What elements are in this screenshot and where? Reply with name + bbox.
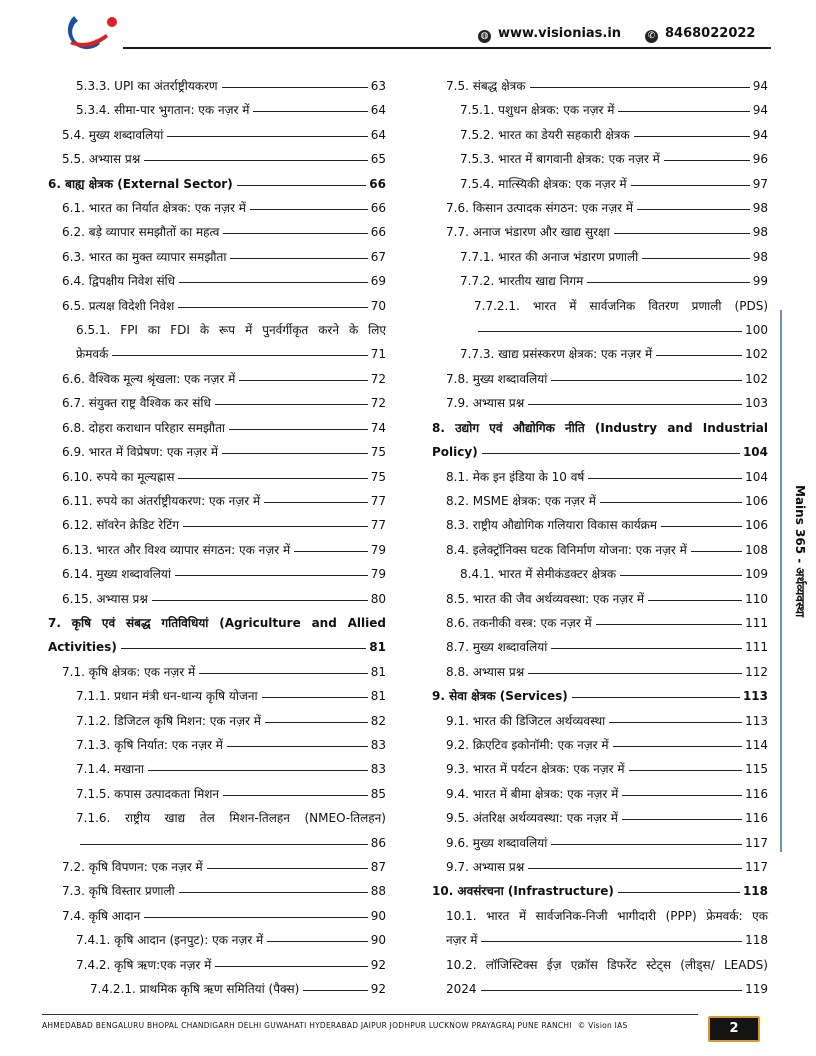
toc-entry-title: 7.5.3. भारत में बागवानी क्षेत्रक: एक नज़र में: [460, 152, 660, 167]
toc-entry-title: 7.1.6. राष्ट्रीय खाद्य तेल मिशन-तिलहन (NMEO-तिलहन): [76, 811, 386, 826]
leader-line: [303, 990, 367, 991]
toc-page-number: 88: [370, 884, 386, 899]
toc-entry-title: 5.5. अभ्यास प्रश्न: [62, 152, 141, 167]
toc-entry[interactable]: [432, 562, 768, 586]
toc-entry-title: 7. कृषि एवं संबद्ध गतिविधियां (Agriculture and Allied: [48, 615, 386, 630]
toc-entry[interactable]: [48, 709, 386, 733]
toc-page-number: 116: [745, 786, 768, 801]
toc-entry-title: 6.5.1. FPI का FDI के रूप में पुनर्वर्गीकृत करने के लिए: [76, 323, 386, 338]
toc-entry-title: 8.3. राष्ट्रीय औद्योगिक गलियारा विकास कार्यक्रम: [446, 518, 658, 533]
toc-entry[interactable]: [432, 806, 768, 830]
toc-entry-title: 6.15. अभ्यास प्रश्न: [62, 591, 148, 606]
toc-entry[interactable]: [48, 147, 386, 171]
toc-page-number: 64: [370, 127, 386, 142]
toc-entry-title: 5.3.4. सीमा-पार भुगतान: एक नज़र में: [76, 103, 250, 118]
leader-line: [179, 892, 368, 893]
toc-entry-title: 6.14. मुख्य शब्दावलियां: [62, 567, 171, 582]
toc-entry-title: 10. अवसंरचना (Infrastructure): [432, 884, 614, 899]
toc-entry-title: 7.4.2.1. प्राथमिक कृषि ऋण समितियां (पैक्स): [90, 982, 300, 997]
leader-line: [478, 331, 742, 332]
website-label[interactable]: [478, 26, 621, 43]
leader-line: [528, 868, 742, 869]
toc-entry[interactable]: [48, 855, 386, 879]
toc-left-column: [48, 74, 386, 1001]
toc-page-number: 100: [745, 323, 768, 338]
toc-entry-title: 6.8. दोहरा कराधान परिहार समझौता: [62, 420, 226, 435]
leader-line: [631, 185, 750, 186]
leader-line: [664, 160, 750, 161]
toc-entry-title: 7.1.2. डिजिटल कृषि मिशन: एक नज़र में: [76, 713, 261, 728]
toc-entry[interactable]: [48, 489, 386, 513]
leader-line: [167, 136, 367, 137]
toc-entry[interactable]: [48, 562, 386, 586]
toc-entry[interactable]: [48, 318, 386, 367]
toc-page-number: 106: [745, 493, 768, 508]
leader-line: [481, 990, 743, 991]
toc-entry-title-cont: फ्रेमवर्क: [76, 347, 109, 362]
toc-entry-title-cont: Activities): [48, 640, 117, 655]
leader-line: [215, 966, 367, 967]
toc-entry-title: 7.3. कृषि विस्तार प्रणाली: [62, 884, 175, 899]
toc-page-number: 111: [745, 640, 768, 655]
toc-entry[interactable]: [48, 391, 386, 415]
leader-line: [614, 233, 750, 234]
toc-entry-title: 7.1.5. कपास उत्पादकता मिशन: [76, 786, 220, 801]
toc-entry-title-cont: नज़र में: [446, 933, 478, 948]
leader-line: [551, 844, 742, 845]
toc-entry[interactable]: [48, 74, 386, 98]
toc-entry[interactable]: [432, 465, 768, 489]
leader-line: [609, 722, 742, 723]
leader-line: [215, 404, 368, 405]
toc-entry[interactable]: [48, 416, 386, 440]
toc-entry[interactable]: [432, 123, 768, 147]
toc-entry[interactable]: [432, 416, 768, 465]
toc-entry-title: 8.8. अभ्यास प्रश्न: [446, 664, 525, 679]
leader-line: [222, 453, 368, 454]
leader-line: [179, 282, 368, 283]
toc-page-number: 81: [369, 640, 386, 655]
toc-entry-title: 6.4. द्विपक्षीय निवेश संधि: [62, 274, 176, 289]
globe-icon: ◍: [478, 30, 491, 43]
website-text: www.visionias.in: [498, 26, 622, 41]
toc-page-number: 115: [745, 762, 768, 777]
leader-line: [207, 868, 368, 869]
leader-line: [572, 697, 740, 698]
toc-entry-title: 7.7.3. खाद्य प्रसंस्करण क्षेत्रक: एक नज़र में: [460, 347, 653, 362]
toc-entry-title-cont: 2024: [446, 982, 477, 997]
leader-line: [294, 551, 368, 552]
toc-entry-title: 5.4. मुख्य शब्दावलियां: [62, 127, 164, 142]
toc-entry-title: 8.6. तकनीकी वस्त्र: एक नज़र में: [446, 615, 592, 630]
toc-entry-title: 8. उद्योग एवं औद्योगिक नीति (Industry and Industrial: [432, 420, 768, 435]
toc-page-number: 94: [752, 127, 768, 142]
toc-entry-title: 7.5.1. पशुधन क्षेत्रक: एक नज़र में: [460, 103, 615, 118]
toc-entry-title: 9.5. अंतरिक्ष अर्थव्यवस्था: एक नज़र में: [446, 811, 618, 826]
toc-page-number: 75: [370, 469, 386, 484]
leader-line: [223, 795, 368, 796]
phone-label[interactable]: [645, 26, 755, 43]
toc-entry[interactable]: [432, 635, 768, 659]
toc-entry[interactable]: [432, 660, 768, 684]
toc-entry-title: 6.10. रुपये का मूल्यह्रास: [62, 469, 175, 484]
toc-entry[interactable]: [432, 782, 768, 806]
toc-page-number: 113: [742, 689, 768, 704]
leader-line: [642, 258, 749, 259]
toc-page-number: 96: [752, 152, 768, 167]
toc-entry[interactable]: [432, 904, 768, 953]
toc-entry[interactable]: [48, 977, 386, 1001]
leader-line: [230, 258, 367, 259]
leader-line: [152, 600, 368, 601]
leader-line: [587, 282, 749, 283]
leader-line: [596, 624, 742, 625]
toc-page-number: 118: [745, 933, 768, 948]
leader-line: [229, 429, 368, 430]
toc-page-number: 66: [370, 201, 386, 216]
toc-page-number: 79: [370, 542, 386, 557]
toc-entry-title: 6.9. भारत में विप्रेषण: एक नज़र में: [62, 445, 219, 460]
vision-ias-logo: [60, 10, 120, 52]
toc-entry[interactable]: [432, 196, 768, 220]
toc-page-number: 97: [752, 176, 768, 191]
toc-page-number: 63: [370, 79, 386, 93]
toc-entry[interactable]: [432, 489, 768, 513]
leader-line: [656, 355, 742, 356]
toc-page-number: 109: [745, 567, 768, 582]
toc-entry-title: 6.1. भारत का निर्यात क्षेत्रक: एक नज़र में: [62, 201, 246, 216]
toc-page-number: 87: [370, 860, 386, 874]
toc-entry[interactable]: [432, 147, 768, 171]
toc-entry-title: 9.1. भारत की डिजिटल अर्थव्यवस्था: [446, 713, 606, 728]
toc-entry-title: 6.7. संयुक्त राष्ट्र वैश्विक कर संधि: [62, 396, 211, 411]
toc-page-number: 113: [745, 713, 768, 728]
toc-page-number: 90: [370, 908, 386, 923]
footer-rule: [42, 1014, 698, 1015]
toc-entry[interactable]: [432, 294, 768, 343]
toc-page-number: 65: [370, 152, 386, 167]
toc-entry-title: 9. सेवा क्षेत्रक (Services): [432, 689, 568, 704]
toc-page-number: 108: [745, 542, 768, 557]
leader-line: [264, 502, 368, 503]
toc-right-column: [432, 74, 768, 1001]
toc-page-number: 94: [752, 79, 768, 93]
toc-entry[interactable]: [432, 611, 768, 635]
toc-entry[interactable]: [432, 953, 768, 1002]
toc-entry-title: 7.5.2. भारत का डेयरी सहकारी क्षेत्रक: [460, 127, 630, 142]
phone-text: 8468022022: [665, 26, 756, 41]
toc-entry[interactable]: [48, 245, 386, 269]
leader-line: [551, 380, 742, 381]
toc-entry-title: 6.5. प्रत्यक्ष विदेशी निवेश: [62, 298, 175, 313]
toc-page-number: 79: [370, 567, 386, 582]
leader-line: [618, 892, 740, 893]
leader-line: [265, 722, 368, 723]
toc-entry-title: 7.1.1. प्रधान मंत्री धन-धान्य कृषि योजना: [76, 689, 258, 704]
leader-line: [199, 673, 368, 674]
toc-entry-title: 8.1. मेक इन इंडिया के 10 वर्ष: [446, 469, 585, 484]
leader-line: [223, 233, 367, 234]
toc-page-number: 66: [370, 225, 386, 240]
toc-page-number: 112: [745, 664, 768, 679]
toc-page-number: 98: [752, 225, 768, 240]
toc-entry[interactable]: [48, 660, 386, 684]
toc-entry[interactable]: [48, 806, 386, 855]
leader-line: [183, 526, 368, 527]
leader-line: [482, 453, 740, 454]
toc-page-number: 71: [370, 347, 386, 362]
footer-cities: [42, 1021, 698, 1030]
toc-entry-title-cont: Policy): [432, 445, 478, 460]
toc-entry-title: 6.11. रुपये का अंतर्राष्ट्रीयकरण: एक नज़र में: [62, 493, 261, 508]
toc-page-number: 98: [752, 201, 768, 216]
toc-page-number: 74: [370, 420, 386, 435]
toc-entry[interactable]: [432, 172, 768, 196]
toc-entry[interactable]: [48, 538, 386, 562]
leader-line: [239, 380, 367, 381]
leader-line: [620, 575, 742, 576]
toc-entry-title: 7.7. अनाज भंडारण और खाद्य सुरक्षा: [446, 225, 610, 240]
toc-entry[interactable]: [432, 733, 768, 757]
toc-page-number: 85: [370, 786, 386, 801]
leader-line: [148, 770, 368, 771]
leader-line: [622, 819, 742, 820]
toc-entry-title: 5.3.3. UPI का अंतर्राष्ट्रीयकरण: [76, 79, 218, 93]
toc-page-number: 80: [370, 591, 386, 606]
toc-entry[interactable]: [48, 269, 386, 293]
toc-entry[interactable]: [432, 831, 768, 855]
toc-page-number: 94: [752, 103, 768, 118]
toc-page-number: 111: [745, 615, 768, 630]
toc-entry[interactable]: [432, 220, 768, 244]
toc-entry[interactable]: [48, 465, 386, 489]
leader-line: [618, 111, 749, 112]
toc-entry[interactable]: [432, 684, 768, 708]
leader-line: [144, 160, 368, 161]
toc-entry[interactable]: [432, 757, 768, 781]
leader-line: [634, 136, 750, 137]
toc-entry-title: 7.9. अभ्यास प्रश्न: [446, 396, 525, 411]
toc-entry[interactable]: [432, 342, 768, 366]
toc-entry[interactable]: [432, 98, 768, 122]
leader-line: [629, 770, 743, 771]
toc-entry-title: 9.7. अभ्यास प्रश्न: [446, 860, 525, 874]
toc-page-number: 103: [745, 396, 768, 411]
toc-entry[interactable]: [432, 391, 768, 415]
toc-page-number: 104: [745, 469, 768, 484]
footer-cities-text: AHMEDABAD BENGALURU BHOPAL CHANDIGARH DELHI GUWAHATI HYDERABAD JAIPUR JODHPUR LUCKNOW PRAYAGRAJ PUNE RANCHI: [42, 1021, 572, 1030]
leader-line: [648, 600, 742, 601]
leader-line: [588, 478, 742, 479]
toc-entry-title: 9.6. मुख्य शब्दावलियां: [446, 835, 548, 850]
toc-page-number: 119: [745, 982, 768, 997]
toc-page-number: 102: [745, 371, 768, 386]
toc-entry-title: 6.6. वैश्विक मूल्य श्रृंखला: एक नज़र में: [62, 371, 236, 386]
toc-entry[interactable]: [48, 611, 386, 660]
toc-entry-title: 8.4. इलेक्ट्रॉनिक्स घटक विनिर्माण योजना: एक नज़र में: [446, 542, 687, 557]
toc-page-number: 98: [752, 249, 768, 264]
leader-line: [253, 111, 367, 112]
phone-icon: ✆: [645, 30, 658, 43]
toc-page-number: 72: [370, 396, 386, 411]
leader-line: [528, 404, 742, 405]
toc-entry-title: 9.3. भारत में पर्यटन क्षेत्रक: एक नज़र में: [446, 762, 625, 777]
toc-page-number: 99: [752, 274, 768, 289]
toc-entry[interactable]: [48, 220, 386, 244]
toc-page-number: 81: [370, 664, 386, 679]
toc-page-number: 92: [370, 982, 386, 997]
leader-line: [112, 355, 367, 356]
toc-page-number: 110: [745, 591, 768, 606]
toc-entry[interactable]: [432, 245, 768, 269]
toc-entry-title: 8.7. मुख्य शब्दावलियां: [446, 640, 548, 655]
toc-entry-title: 7.8. मुख्य शब्दावलियां: [446, 371, 548, 386]
toc-page-number: 104: [742, 445, 768, 460]
leader-line: [237, 185, 367, 186]
toc-entry[interactable]: [48, 928, 386, 952]
toc-entry[interactable]: [48, 879, 386, 903]
leader-line: [637, 209, 750, 210]
toc-entry[interactable]: [48, 172, 386, 196]
toc-entry[interactable]: [432, 855, 768, 879]
toc-entry-title: 6.12. सॉवरेन क्रेडिट रेटिंग: [62, 518, 180, 533]
toc-page-number: 102: [745, 347, 768, 362]
leader-line: [227, 746, 368, 747]
toc-entry-title: 7.6. किसान उत्पादक संगठन: एक नज़र में: [446, 201, 634, 216]
toc-entry-title: 9.2. क्रिएटिव इकोनॉमी: एक नज़र में: [446, 737, 609, 752]
toc-entry-title: 7.4.2. कृषि ऋण:एक नज़र में: [76, 957, 212, 972]
toc-entry[interactable]: [48, 440, 386, 464]
toc-entry-title: 6. बाह्य क्षेत्रक (External Sector): [48, 176, 233, 191]
toc-page-number: 81: [370, 689, 386, 704]
toc-entry[interactable]: [48, 757, 386, 781]
footer-copyright: © Vision IAS: [577, 1021, 628, 1030]
leader-line: [267, 941, 367, 942]
toc-entry-title: 10.2. लॉजिस्टिक्स ईज़ एक्रॉस डिफरेंट स्टेट्स (लीड्स/ LEADS): [446, 957, 768, 972]
toc-entry-title: 7.5. संबद्ध क्षेत्रक: [446, 79, 526, 93]
leader-line: [80, 844, 368, 845]
toc-entry[interactable]: [432, 538, 768, 562]
leader-line: [613, 746, 743, 747]
toc-entry[interactable]: [432, 709, 768, 733]
toc-entry-title: 8.4.1. भारत में सेमीकंडक्टर क्षेत्रक: [460, 567, 617, 582]
toc-page-number: 83: [370, 737, 386, 752]
toc-entry[interactable]: [432, 587, 768, 611]
toc-entry-title: 7.1. कृषि क्षेत्रक: एक नज़र में: [62, 664, 196, 679]
toc-entry[interactable]: [432, 513, 768, 537]
toc-entry-title: 7.7.2. भारतीय खाद्य निगम: [460, 274, 584, 289]
toc-page-number: 67: [370, 249, 386, 264]
leader-line: [622, 795, 742, 796]
leader-line: [481, 941, 742, 942]
toc-entry-title: 7.7.2.1. भारत में सार्वजनिक वितरण प्रणाली (PDS): [474, 298, 768, 313]
toc-entry-title: 6.3. भारत का मुक्त व्यापार समझौता: [62, 249, 227, 264]
leader-line: [691, 551, 742, 552]
toc-entry[interactable]: [48, 367, 386, 391]
toc-page-number: 114: [745, 737, 768, 752]
toc-entry-title: 7.4.1. कृषि आदान (इनपुट): एक नज़र में: [76, 933, 264, 948]
header-rule: [123, 47, 771, 49]
toc-entry-title: 7.1.3. कृषि निर्यात: एक नज़र में: [76, 737, 223, 752]
leader-line: [178, 307, 367, 308]
toc-page-number: 83: [370, 762, 386, 777]
toc-entry-title: 10.1. भारत में सार्वजनिक-निजी भागीदारी (PPP) फ्रेमवर्क: एक: [446, 908, 768, 923]
leader-line: [121, 648, 366, 649]
leader-line: [222, 87, 368, 88]
toc-page-number: 92: [370, 957, 386, 972]
toc-page-number: 72: [370, 371, 386, 386]
toc-entry[interactable]: [48, 782, 386, 806]
toc-entry-title: 7.7.1. भारत की अनाज भंडारण प्रणाली: [460, 249, 639, 264]
toc-entry[interactable]: [432, 367, 768, 391]
toc-entry[interactable]: [48, 123, 386, 147]
toc-page-number: 90: [370, 933, 386, 948]
toc-entry-title: 7.1.4. मखाना: [76, 762, 145, 777]
toc-entry-title: 7.5.4. मात्स्यिकी क्षेत्रक: एक नज़र में: [460, 176, 627, 191]
sidebar-rule: [780, 310, 782, 852]
leader-line: [600, 502, 742, 503]
toc-entry[interactable]: [48, 98, 386, 122]
toc-entry[interactable]: [48, 196, 386, 220]
toc-entry[interactable]: [432, 269, 768, 293]
leader-line: [262, 697, 368, 698]
sidebar-title: Mains 365 - अर्थव्यवस्था: [793, 485, 807, 618]
leader-line: [530, 87, 750, 88]
toc-page-number: 118: [742, 884, 768, 899]
toc-page-number: 70: [370, 298, 386, 313]
toc-entry-title: 6.2. बड़े व्यापार समझौतों का महत्व: [62, 225, 220, 240]
leader-line: [175, 575, 368, 576]
toc-entry-title: 7.4. कृषि आदान: [62, 908, 141, 923]
leader-line: [551, 648, 742, 649]
toc-entry-title: 7.2. कृषि विपणन: एक नज़र में: [62, 860, 203, 874]
toc-page-number: 69: [370, 274, 386, 289]
toc-entry-title: 8.2. MSME क्षेत्रक: एक नज़र में: [446, 493, 596, 508]
toc-page-number: 66: [369, 176, 386, 191]
leader-line: [144, 917, 368, 918]
toc-page-number: 75: [370, 445, 386, 460]
toc-page-number: 64: [370, 103, 386, 118]
leader-line: [661, 526, 742, 527]
toc-entry[interactable]: [48, 684, 386, 708]
leader-line: [528, 673, 742, 674]
toc-entry[interactable]: [48, 733, 386, 757]
leader-line: [178, 478, 367, 479]
toc-entry[interactable]: [432, 74, 768, 98]
toc-page-number: 116: [745, 811, 768, 826]
toc-page-number: 117: [745, 860, 768, 874]
toc-page-number: 77: [370, 518, 386, 533]
toc-page-number: 106: [745, 518, 768, 533]
toc-entry[interactable]: [432, 879, 768, 903]
toc-entry[interactable]: [48, 904, 386, 928]
leader-line: [250, 209, 368, 210]
toc-entry[interactable]: [48, 513, 386, 537]
toc-entry-title: 9.4. भारत में बीमा क्षेत्रक: एक नज़र में: [446, 786, 619, 801]
toc-entry-title: 6.13. भारत और विश्व व्यापार संगठन: एक नज़र में: [62, 542, 291, 557]
toc-entry[interactable]: [48, 294, 386, 318]
toc-page-number: 82: [370, 713, 386, 728]
toc-entry[interactable]: [48, 587, 386, 611]
page-number: 2: [708, 1016, 760, 1042]
toc-page-number: 86: [370, 835, 386, 850]
toc-entry-title: 8.5. भारत की जैव अर्थव्यवस्था: एक नज़र में: [446, 591, 645, 606]
toc-entry[interactable]: [48, 953, 386, 977]
toc-page-number: 117: [745, 835, 768, 850]
toc-page-number: 77: [370, 493, 386, 508]
